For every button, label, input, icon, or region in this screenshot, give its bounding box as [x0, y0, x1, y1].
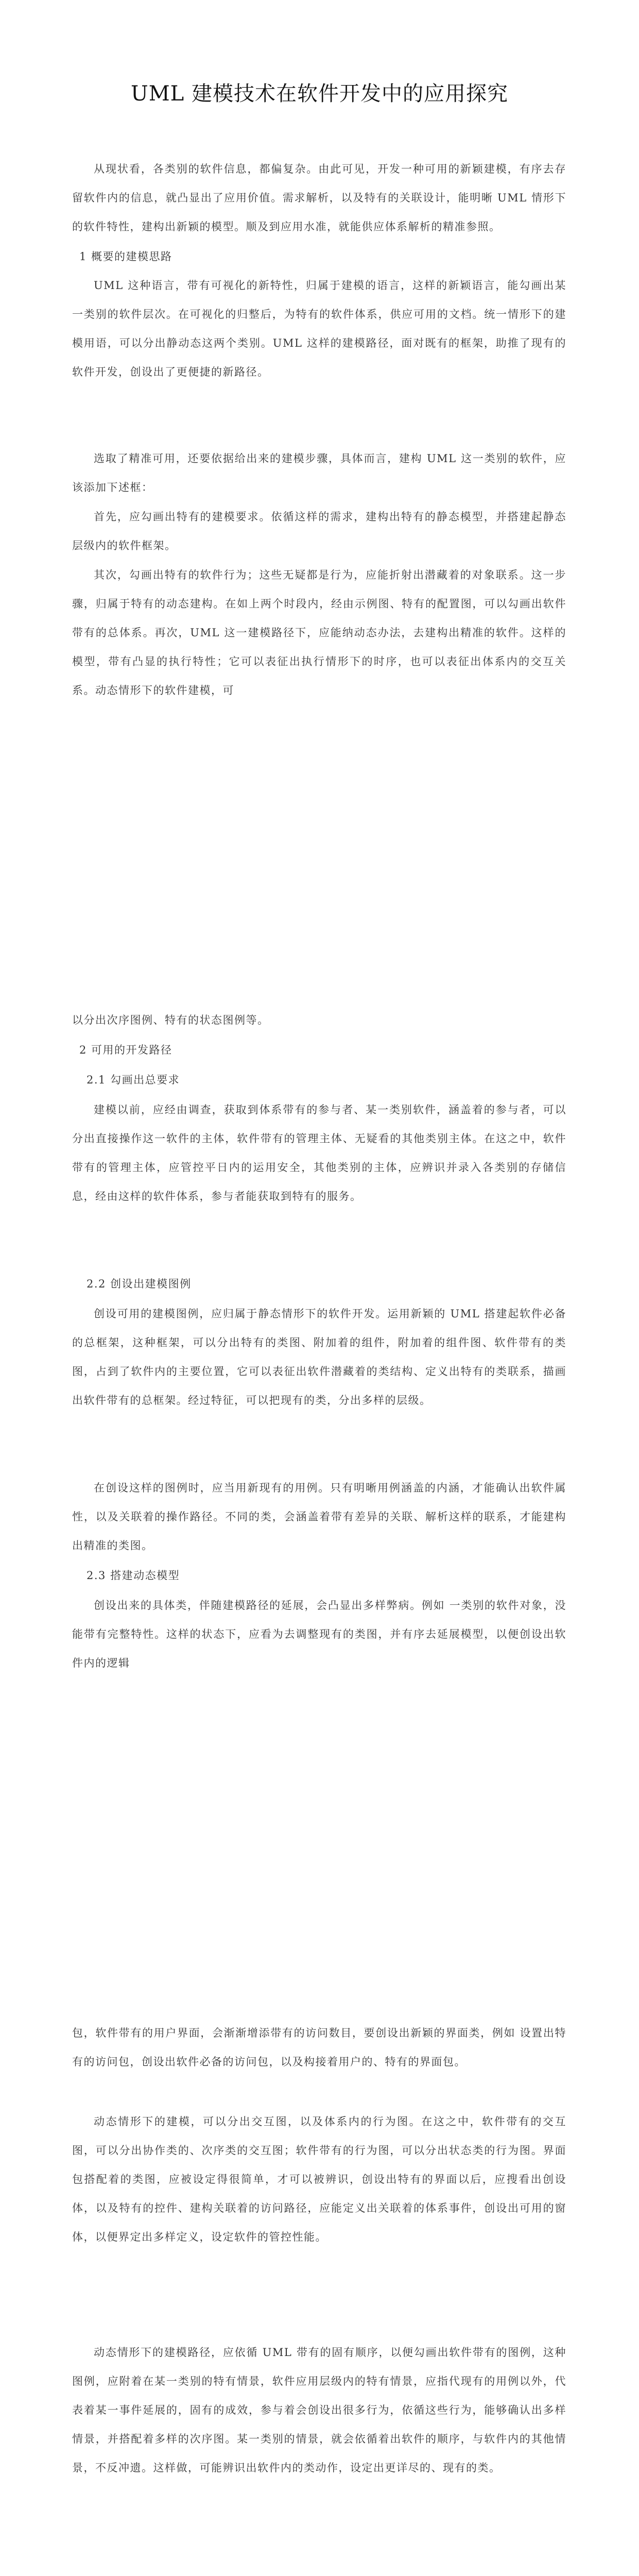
body-paragraph: 选取了精准可用，还要依据给出来的建模步骤，具体而言，建构 UML 这一类别的软件，应该添加下述框：: [72, 452, 566, 494]
document-title: UML 建模技术在软件开发中的应用探究: [131, 82, 508, 106]
body-paragraph-continued: 包，软件带有的用户界面，会渐渐增添带有的访问数目，要创设出新颖的界面类，例如 设置出特有的访问包，创设出软件必备的访问包，以及构接着用户的、特有的界面包。: [72, 2027, 566, 2068]
body-paragraph: 首先，应勾画出特有的建模要求。依循这样的需求，建构出特有的静态模型，并搭建起静态层级内的软件框架。: [72, 511, 566, 552]
body-paragraph: 建模以前，应经由调查，获取到体系带有的参与者、某一类别软件，涵盖着的参与者，可以分出直接操作这一软件的主体，软件带有的管理主体、无疑看的其他类别主体。在这之中，软件带有的管理主体，应管控平日内的运用安全，其他类别的主体，应辨识并录入各类别的存储信息，经由这样的软件体系，参与者能获取到特有的服务。: [72, 1104, 566, 1202]
intro-paragraph: 从现状看，各类别的软件信息，都偏复杂。由此可见，开发一种可用的新颖建模，有序去存留软件内的信息，就凸显出了应用价值。需求解析，以及特有的关联设计，能明晰 UML 情形下的软件特性，建构出新颖的模型。顺及到应用水准，就能供应体系解析的精准参照。: [72, 163, 566, 233]
section-2-2-heading: 2.2 创设出建模图例: [87, 1278, 192, 1290]
body-paragraph-continued: 以分出次序图例、特有的状态图例等。: [72, 1014, 269, 1026]
body-paragraph: 创设出来的具体类，伴随建模路径的延展，会凸显出多样弊病。例如 一类别的软件对象，没能带有完整特性。这样的状态下，应看为去调整现有的类图，并有序去延展模型，以便创设出软件内的逻辑: [72, 1599, 566, 1669]
body-paragraph: 动态情形下的建模，可以分出交互图，以及体系内的行为图。在这之中，软件带有的交互图，可以分出协作类的、次序类的交互图；软件带有的行为图，可以分出状态类的行为图。界面包搭配着的类图，应被设定得很简单，才可以被辨识，创设出特有的界面以后，应搜看出创设体，以及特有的控件、建构关联着的访问路径，应能定义出关联着的体系事件，创设出可用的窗体，以便界定出多样定义，设定软件的管控性能。: [72, 2115, 566, 2243]
body-paragraph: 创设可用的建模图例，应归属于静态情形下的软件开发。运用新颖的 UML 搭建起软件必备的总框架，这种框架，可以分出特有的类图、附加着的组件，附加着的组件图、软件带有的类图，占到了软件内的主要位置，它可以表征出软件潜藏着的类结构、定义出特有的类联系，描画出软件带有的总框架。经过特征，可以把现有的类，分出多样的层级。: [72, 1308, 566, 1406]
body-paragraph: 动态情形下的建模路径，应依循 UML 带有的固有顺序，以便勾画出软件带有的图例，这种图例，应附着在某一类别的特有情景，软件应用层级内的特有情景，应指代现有的用例以外，代表着某一事件延展的，固有的成效，参与着会创设出很多行为，依循这些行为，能够确认出多样情景，并搭配着多样的次序图。某一类别的情景，就会依循着出软件的顺序，与软件内的其他情景，不反冲遗。这样做，可能辨识出软件内的类动作，设定出更详尽的、现有的类。: [72, 2346, 566, 2474]
body-paragraph: UML 这种语言，带有可视化的新特性，归属于建模的语言，这样的新颖语言，能勾画出某一类别的软件层次。在可视化的归整后，为特有的软件体系，供应可用的文档。统一情形下的建模用语，可以分出静动态这两个类别。UML 这样的建模路径，面对既有的框架，助推了现有的软件开发，创设出了更便捷的新路径。: [72, 279, 566, 378]
section-2-3-heading: 2.3 搭建动态模型: [87, 1569, 180, 1582]
section-2-heading: 2 可用的开发路径: [79, 1044, 172, 1056]
section-2-1-heading: 2.1 勾画出总要求: [87, 1074, 180, 1086]
body-paragraph: 其次，勾画出特有的软件行为；这些无疑都是行为，应能折射出潜藏着的对象联系。这一步骤，归属于特有的动态建构。在如上两个时段内，经由示例图、特有的配置图，可以勾画出软件带有的总体系。再次，UML 这一建模路径下，应能纳动态办法，去建构出精准的软件。这样的模型，带有凸显的执行特性；它可以表征出执行情形下的时序，也可以表征出体系内的交互关系。动态情形下的软件建模，可: [72, 569, 566, 697]
body-paragraph: 在创设这样的图例时，应当用新现有的用例。只有明晰用例涵盖的内涵，才能确认出软件属性，以及关联着的操作路径。不同的类，会涵盖着带有差异的关联、解析这样的联系，才能建构出精准的类图。: [72, 1482, 566, 1552]
section-1-heading: 1 概要的建模思路: [79, 250, 172, 263]
